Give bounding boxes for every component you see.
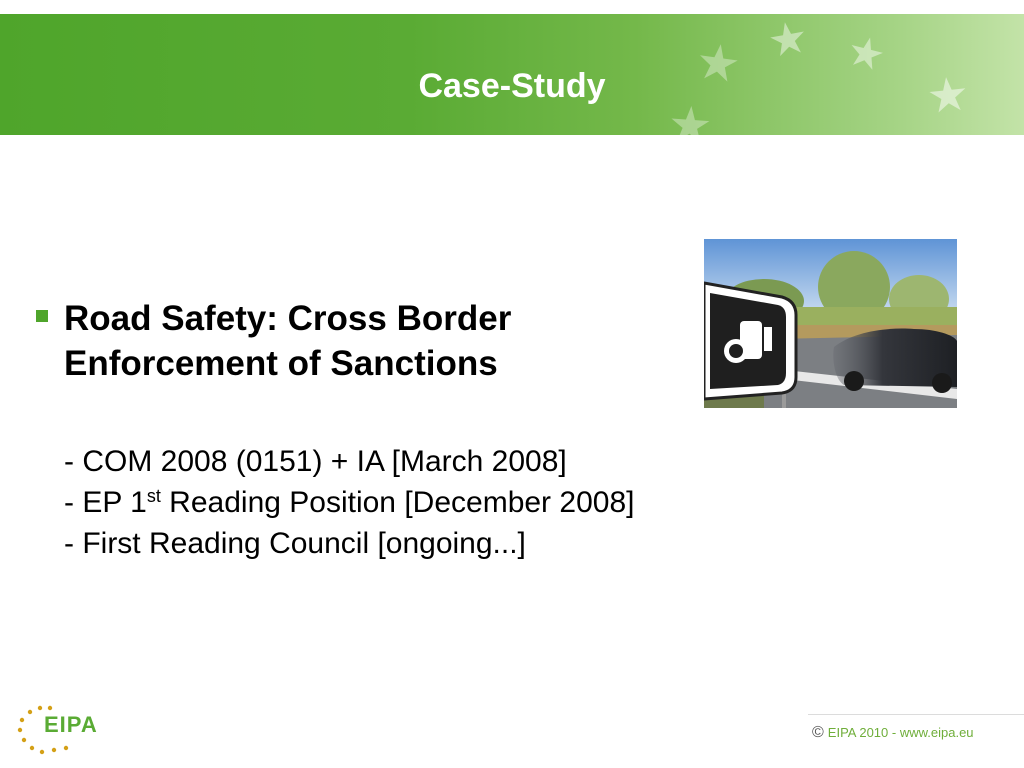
list-item-suffix: Reading Position [December 2008] (160, 486, 635, 519)
case-heading (64, 296, 624, 386)
footer-text: EIPA 2010 - www.eipa.eu (827, 725, 974, 740)
eipa-logo (16, 704, 106, 760)
list-item-ep-reading (64, 482, 744, 523)
list-item-prefix: - EP 1 (64, 486, 147, 519)
square-bullet-icon (36, 310, 48, 322)
list-item-com: - COM 2008 (0151) + IA [March 2008] (64, 445, 567, 478)
slide-title: Case-Study (418, 67, 606, 105)
case-heading-line-1: Road Safety: Cross Border (64, 299, 512, 338)
footer-divider (808, 714, 1024, 715)
copyright-symbol: © (812, 724, 824, 741)
ordinal-superscript: st (146, 486, 161, 506)
speed-camera-road-photo (704, 239, 957, 408)
list-item-council: - First Reading Council [ongoing...] (64, 527, 526, 560)
milestone-list (64, 441, 744, 564)
case-heading-line-2: Enforcement of Sanctions (64, 344, 498, 383)
footer (812, 724, 974, 742)
header-banner (0, 14, 1024, 135)
logo-text: EIPA (44, 712, 98, 737)
